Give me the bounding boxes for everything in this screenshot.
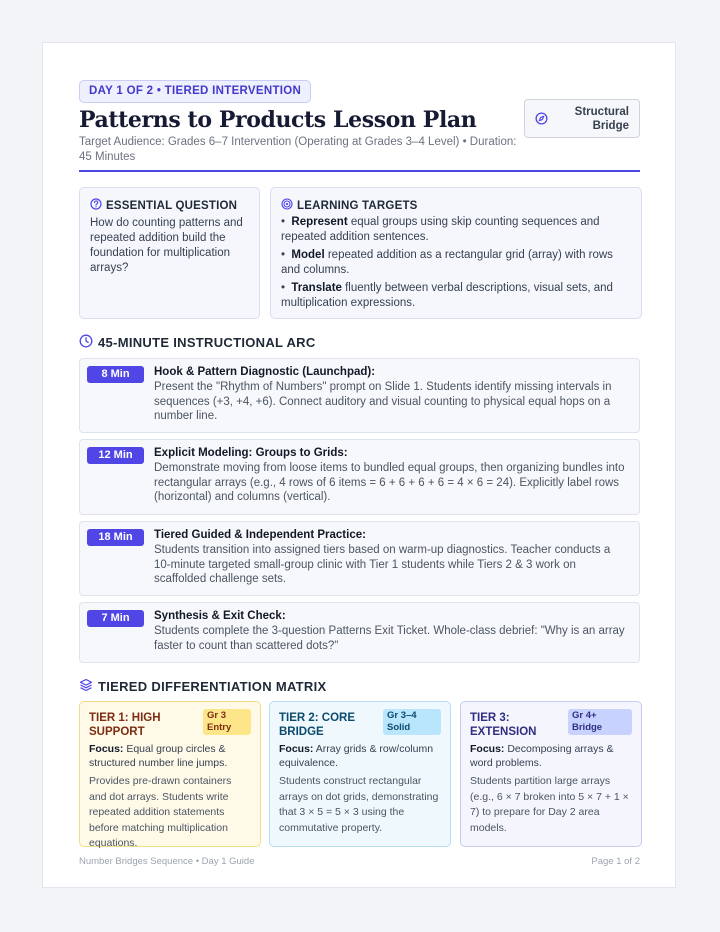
footer-left: Number Bridges Sequence • Day 1 Guide: [79, 856, 255, 867]
essential-question-card: [79, 187, 260, 319]
arc-row-practice: [79, 521, 640, 596]
arc-description: Demonstrate moving from loose items to bundled equal groups, then organizing bundles into rectangular arrays (e.g., 4 rows of 6 items = 6 + 6 + 6 + 6 = 4 × 6 = 24). Explicitly label rows (horizontal) and columns (vertical).: [154, 462, 625, 503]
day-tag: DAY 1 OF 2 • TIERED INTERVENTION: [79, 80, 311, 103]
tier-description: Students construct rectangular arrays on dot grids, demonstrating that 3 × 5 = 5 × 3 using the commutative property.: [279, 775, 439, 834]
arc-heading: Tiered Guided & Independent Practice:: [154, 529, 366, 541]
target-icon: [281, 198, 293, 213]
grade-badge: Gr 4+ Bridge: [568, 709, 632, 735]
tier-focus: [279, 743, 441, 770]
clock-icon: [79, 334, 93, 351]
tier-description: Students partition large arrays (e.g., 6 × 7 broken into 5 × 7 + 1 × 7) to prepare for Day 2 area models.: [470, 775, 629, 834]
time-badge: 8 Min: [87, 366, 144, 383]
tier-1-card: [79, 701, 261, 847]
tier-focus: [89, 743, 251, 770]
badge-label: [559, 105, 629, 133]
tier-3-card: [460, 701, 642, 847]
learning-targets-card: [270, 187, 642, 319]
tier-name: TIER 3: EXTENSION: [470, 712, 537, 738]
essential-question-title: ESSENTIAL QUESTION: [106, 199, 238, 212]
time-badge: 7 Min: [87, 610, 144, 627]
essential-question-heading: [90, 198, 249, 213]
time-badge: 18 Min: [87, 529, 144, 546]
arc-row-hook: [79, 358, 640, 433]
learning-targets-list: [281, 215, 631, 311]
tier-name: TIER 2: CORE BRIDGE: [279, 712, 356, 738]
time-badge: 12 Min: [87, 447, 144, 464]
arc-description: Students complete the 3-question Patterns Exit Ticket. Whole-class debrief: "Why is an array faster to count than scattered dots?": [154, 625, 625, 652]
list-item: • Represent equal groups using skip counting sequences and repeated addition sentences.: [281, 216, 600, 243]
page-title: Patterns to Products Lesson Plan: [79, 107, 477, 133]
learning-targets-title: LEARNING TARGETS: [297, 199, 418, 212]
tier-name: TIER 1: HIGH SUPPORT: [89, 712, 161, 738]
focus-label: Focus:: [89, 743, 124, 755]
list-item: • Model repeated addition as a rectangular grid (array) with rows and columns.: [281, 249, 613, 276]
focus-text: Array grids & row/column equivalence.: [279, 743, 434, 769]
badge-line-1: Structural: [574, 106, 629, 118]
arc-heading: Synthesis & Exit Check:: [154, 610, 286, 622]
page-content: [79, 80, 640, 694]
essential-question-text: How do counting patterns and repeated addition build the foundation for multiplication arrays?: [90, 217, 243, 274]
help-circle-icon: [90, 198, 102, 213]
target-verb: Model: [291, 249, 325, 261]
focus-text: Decomposing arrays & word problems.: [470, 743, 614, 769]
target-verb: Represent: [291, 216, 348, 228]
tier-description: Provides pre-drawn containers and dot arrays. Students write repeated addition statements before matching multiplication equations.: [89, 775, 232, 849]
instructional-arc-title: 45-MINUTE INSTRUCTIONAL ARC: [98, 335, 316, 350]
target-verb: Translate: [291, 282, 342, 294]
page-number: Page 1 of 2: [591, 856, 640, 867]
target-text: equal groups using skip counting sequences and repeated addition sentences.: [281, 216, 600, 243]
focus-label: Focus:: [470, 743, 505, 755]
structural-bridge-badge: [524, 99, 640, 138]
compass-icon: [535, 112, 548, 130]
target-text: fluently between verbal descriptions, visual sets, and multiplication expressions.: [281, 282, 613, 309]
arc-description: Students transition into assigned tiers based on warm-up diagnostics. Teacher conducts a 10-minute targeted small-group clinic with Tier 1 students while Tiers 2 & 3 work on scaffolded challenge sets.: [154, 544, 611, 585]
instructional-arc-heading: [79, 334, 316, 351]
differentiation-matrix-title: TIERED DIFFERENTIATION MATRIX: [98, 679, 327, 694]
target-text: repeated addition as a rectangular grid (array) with rows and columns.: [281, 249, 613, 276]
tier-2-card: [269, 701, 451, 847]
arc-description: Present the "Rhythm of Numbers" prompt on Slide 1. Students identify missing intervals in sequences (+3, +4, +6). Connect auditory and visual counting to physical equal hops on a number line.: [154, 381, 612, 422]
grade-badge: Gr 3–4 Solid: [383, 709, 441, 735]
list-item: • Translate fluently between verbal descriptions, visual sets, and multiplication expressions.: [281, 282, 613, 309]
arc-row-modeling: [79, 439, 640, 515]
page-footer: [79, 856, 640, 867]
arc-row-synthesis: [79, 602, 640, 663]
lesson-plan-page: [42, 42, 676, 888]
layers-icon: [79, 678, 93, 695]
page-subtitle: Target Audience: Grades 6–7 Intervention (Operating at Grades 3–4 Level) • Duration: 45 Minutes: [79, 136, 517, 163]
focus-text: Equal group circles & structured number line jumps.: [89, 743, 228, 769]
learning-targets-heading: [281, 198, 631, 213]
grade-badge: Gr 3 Entry: [203, 709, 251, 735]
tier-focus: [470, 743, 632, 770]
badge-line-2: Bridge: [592, 120, 629, 132]
arc-heading: Hook & Pattern Diagnostic (Launchpad):: [154, 366, 376, 378]
focus-label: Focus:: [279, 743, 314, 755]
header-divider: [79, 170, 640, 172]
differentiation-matrix-heading: [79, 678, 327, 695]
arc-heading: Explicit Modeling: Groups to Grids:: [154, 447, 348, 459]
